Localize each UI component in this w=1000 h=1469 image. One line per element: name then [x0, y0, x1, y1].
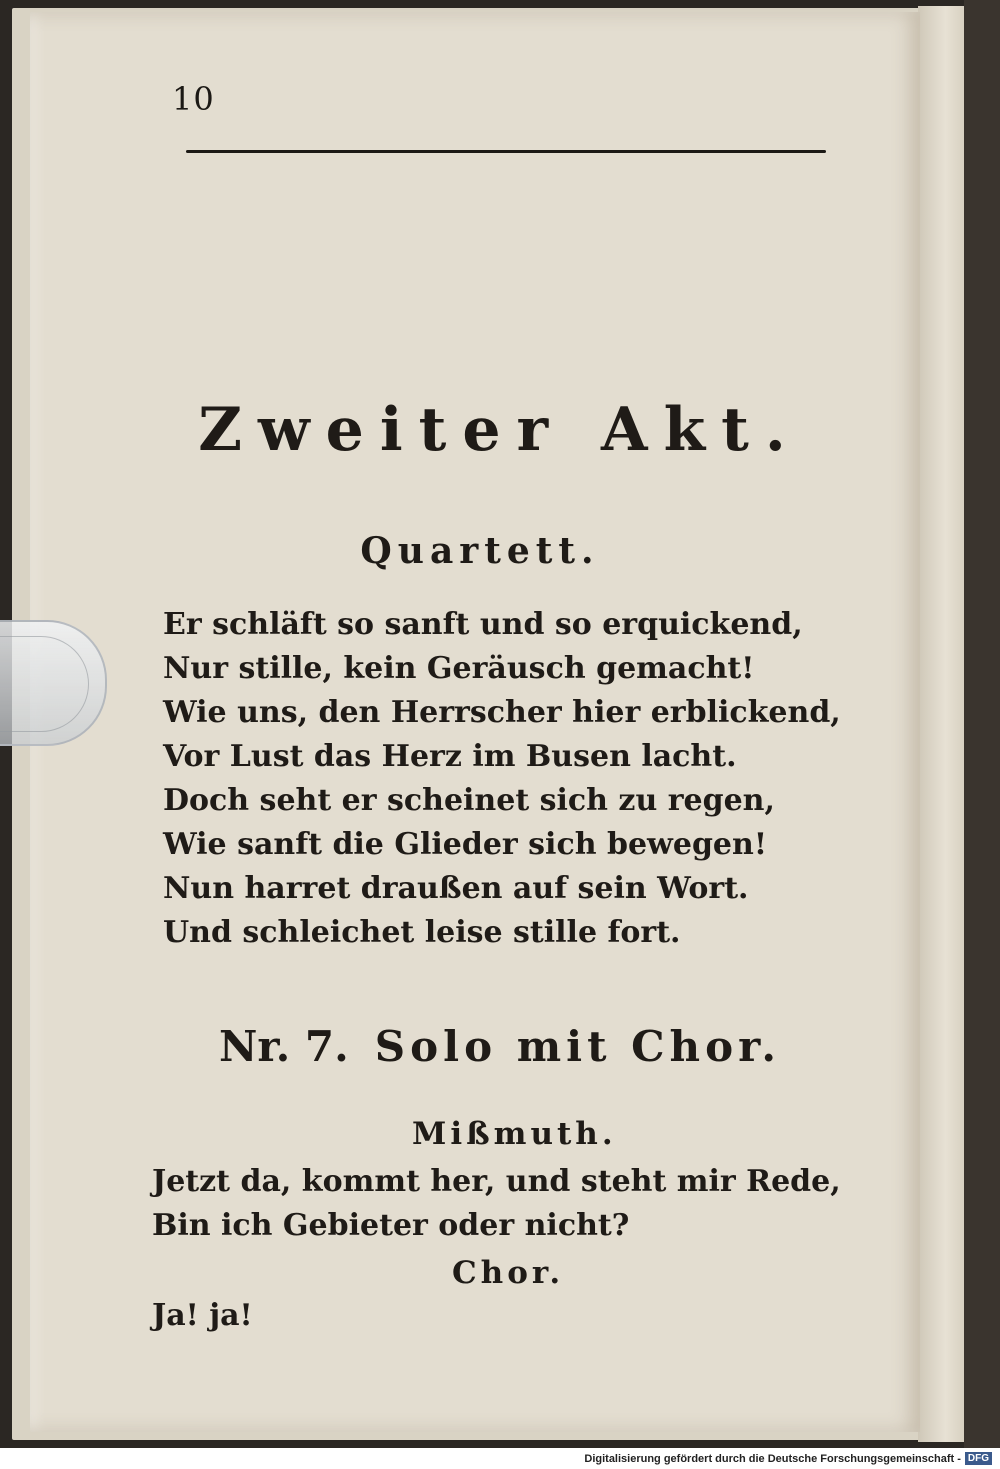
footer-credit: Digitalisierung gefördert durch die Deutsche Forschungsgemeinschaft - [584, 1452, 961, 1465]
verse-line: Nur stille, kein Geräusch gemacht! [163, 651, 755, 686]
piece-heading: Quartett. [360, 530, 600, 572]
adjacent-page-edge [918, 6, 964, 1442]
number-heading [150, 1022, 850, 1071]
speaker-name: Mißmuth. [412, 1116, 617, 1152]
verse-line: Nun harret draußen auf sein Wort. [163, 871, 749, 906]
dialogue-line: Jetzt da, kommt her, und steht mir Rede, [152, 1164, 841, 1199]
speaker-name: Chor. [452, 1255, 565, 1291]
header-rule [186, 150, 826, 153]
number-label: Nr. 7. [219, 1022, 349, 1071]
page-number: 10 [172, 80, 215, 118]
verse-block [163, 603, 841, 955]
footer-bar [0, 1448, 1000, 1469]
verse-line: Wie uns, den Herrscher hier erblickend, [163, 695, 841, 730]
scan-right-border [964, 0, 1000, 1448]
verse-line: Er schläft so sanft und so erquickend, [163, 607, 803, 642]
verse-line: Vor Lust das Herz im Busen lacht. [163, 739, 737, 774]
verse-line: Und schleichet leise stille fort. [163, 915, 681, 950]
act-title: Zweiter Akt. [198, 395, 802, 465]
dialogue-line: Bin ich Gebieter oder nicht? [152, 1208, 630, 1243]
dialogue-line: Ja! ja! [152, 1298, 253, 1333]
dfg-logo: DFG [965, 1452, 992, 1465]
verse-line: Doch seht er scheinet sich zu regen, [163, 783, 775, 818]
verse-line: Wie sanft die Glieder sich bewegen! [163, 827, 767, 862]
page-marker-tab-inner [0, 636, 89, 732]
number-title: Solo mit Chor. [374, 1022, 781, 1071]
